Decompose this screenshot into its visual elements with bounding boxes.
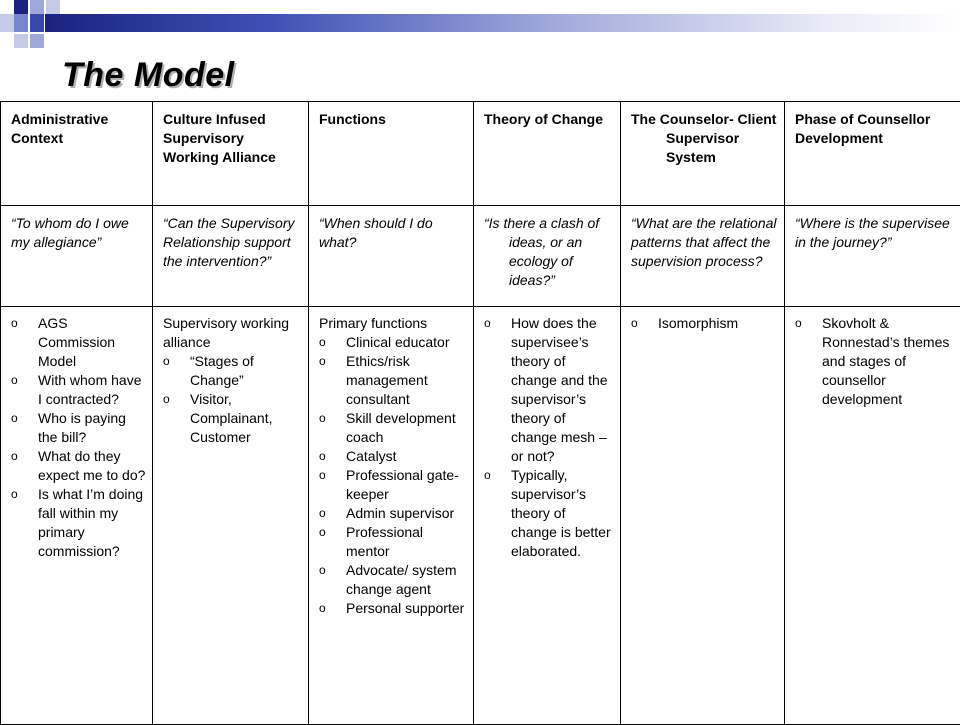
counsellor-development-cell	[785, 307, 960, 725]
list-item: o How does the supervisee’s theory of change and the supervisor’s theory of change mesh – or not?	[484, 314, 614, 466]
header-cell: Theory of Change	[474, 102, 621, 206]
question-cell: “Can the Supervisory Relationship support the intervention?”	[153, 206, 309, 307]
bullet-icon: o	[631, 314, 645, 333]
bullet-icon: o	[319, 523, 333, 542]
deco-square	[30, 14, 44, 32]
list-item: o Personal supporter	[319, 599, 467, 618]
list-item: o AGS Commission Model	[11, 314, 146, 371]
list-item: o Professional mentor	[319, 523, 467, 561]
bullet-icon: o	[319, 466, 333, 485]
question-cell: “Is there a clash of ideas, or an ecology of ideas?”	[474, 206, 621, 307]
administrative-context-cell	[1, 307, 153, 725]
question-row	[1, 206, 960, 307]
header-row	[1, 102, 960, 206]
bullet-icon: o	[319, 504, 333, 523]
bullet-icon: o	[11, 485, 25, 504]
deco-square	[14, 0, 28, 14]
list-item: o Isomorphism	[631, 314, 778, 333]
deco-square	[30, 34, 44, 48]
bullet-icon: o	[319, 447, 333, 466]
deco-square	[30, 0, 44, 14]
list-item: o Advocate/ system change agent	[319, 561, 467, 599]
list-item: o Typically, supervisor’s theory of change is better elaborated.	[484, 466, 614, 561]
counselor-system-cell	[621, 307, 785, 725]
question-cell: “Where is the supervisee in the journey?”	[785, 206, 960, 307]
bullet-icon: o	[319, 352, 333, 371]
header-cell: Administrative Context	[1, 102, 153, 206]
header-gradient-band	[45, 14, 960, 32]
functions-cell	[309, 307, 474, 725]
bullet-icon: o	[11, 371, 25, 390]
cell-intro: Supervisory working alliance	[163, 314, 302, 352]
bullet-icon: o	[163, 390, 177, 409]
bullet-icon: o	[319, 599, 333, 618]
content-row	[1, 307, 960, 725]
deco-square	[0, 14, 14, 32]
deco-square	[14, 34, 28, 48]
list-item: o Admin supervisor	[319, 504, 467, 523]
bullet-icon: o	[319, 561, 333, 580]
list-item: o Clinical educator	[319, 333, 467, 352]
list-item: o Is what I’m doing fall within my primary commission?	[11, 485, 146, 561]
bullet-icon: o	[319, 409, 333, 428]
bullet-icon: o	[11, 314, 25, 333]
bullet-icon: o	[11, 447, 25, 466]
list-item: o Skovholt & Ronnestad’s themes and stages of counsellor development	[795, 314, 954, 409]
cell-intro: Primary functions	[319, 314, 467, 333]
bullet-icon: o	[163, 352, 177, 371]
working-alliance-cell	[153, 307, 309, 725]
list-item: o “Stages of Change”	[163, 352, 302, 390]
bullet-icon: o	[484, 314, 498, 333]
list-item: o What do they expect me to do?	[11, 447, 146, 485]
list-item: o Professional gate-keeper	[319, 466, 467, 504]
header-cell: Functions	[309, 102, 474, 206]
list-item: o With whom have I contracted?	[11, 371, 146, 409]
bullet-icon: o	[319, 333, 333, 352]
theory-of-change-cell	[474, 307, 621, 725]
list-item: o Ethics/risk management consultant	[319, 352, 467, 409]
list-item: o Skill development coach	[319, 409, 467, 447]
question-cell: “What are the relational patterns that affect the supervision process?	[621, 206, 785, 307]
deco-square	[46, 0, 60, 14]
header-decoration	[0, 0, 960, 60]
slide-title: The Model	[62, 56, 235, 95]
header-cell: The Counselor- Client Supervisor System	[621, 102, 785, 206]
question-cell: “When should I do what?	[309, 206, 474, 307]
list-item: o Catalyst	[319, 447, 467, 466]
deco-square	[14, 14, 28, 32]
bullet-icon: o	[484, 466, 498, 485]
bullet-icon: o	[795, 314, 809, 333]
header-cell: Phase of Counsellor Development	[785, 102, 960, 206]
header-cell: Culture Infused Supervisory Working Alliance	[153, 102, 309, 206]
list-item: o Who is paying the bill?	[11, 409, 146, 447]
bullet-icon: o	[11, 409, 25, 428]
list-item: o Visitor, Complainant, Customer	[163, 390, 302, 447]
question-cell: “To whom do I owe my allegiance”	[1, 206, 153, 307]
model-table	[0, 101, 960, 725]
